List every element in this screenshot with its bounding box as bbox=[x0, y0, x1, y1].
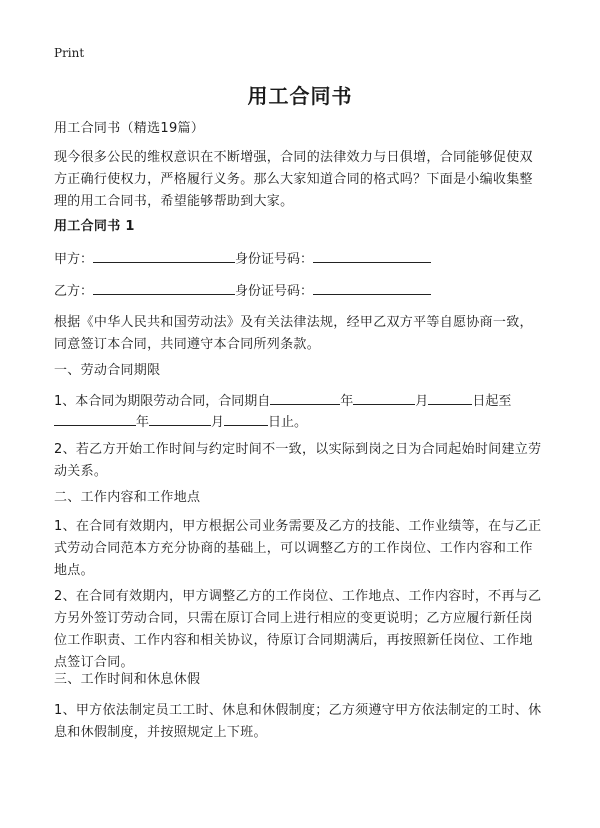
work-clause-1: 1、在合同有效期内，甲方根据公司业务需要及乙方的技能、工作业绩等，在与乙正式劳动合同范本方充分协商的基础上，可以调整乙方的工作岗位、工作内容和工作地点。 bbox=[54, 519, 542, 578]
term-line-2 bbox=[54, 411, 307, 434]
end-year-blank bbox=[54, 411, 136, 426]
end-month-blank bbox=[149, 411, 211, 426]
preamble-paragraph: 根据《中华人民共和国劳动法》及有关法律法规，经甲乙双方平等自愿协商一致，同意签订本合同，共同遵守本合同所列条款。 bbox=[54, 315, 533, 352]
month-label-2: 月 bbox=[211, 415, 225, 430]
party-a-label: 甲方： bbox=[54, 252, 94, 267]
day-from-label: 日起至 bbox=[472, 394, 512, 409]
party-a-id-blank bbox=[313, 248, 431, 263]
term-text: 1、本合同为期限劳动合同，合同期自 bbox=[54, 394, 271, 409]
document-subtitle: 用工合同书（精选19篇） bbox=[54, 121, 205, 136]
party-a-line bbox=[54, 248, 431, 271]
term-clause-2: 2、若乙方开始工作时间与约定时间不一致，以实际到岗之日为合同起始时间建立劳动关系。 bbox=[54, 442, 542, 479]
party-b-name-blank bbox=[93, 280, 235, 295]
month-label: 月 bbox=[415, 394, 429, 409]
year-label: 年 bbox=[340, 394, 354, 409]
day-end-label: 日止。 bbox=[268, 415, 308, 430]
party-b-label: 乙方： bbox=[54, 284, 94, 299]
party-b-id-label: 身份证号码： bbox=[235, 284, 314, 299]
intro-paragraph: 现今很多公民的维权意识在不断增强，合同的法律效力与日俱增，合同能够促使双方正确行使权力，严格履行义务。那么大家知道合同的格式吗？下面是小编收集整理的用工合同书，希望能够帮助到大家。 bbox=[54, 150, 533, 209]
party-b-line bbox=[54, 280, 431, 303]
term-line-1 bbox=[54, 390, 511, 413]
party-b-id-blank bbox=[313, 280, 431, 295]
start-day-blank bbox=[428, 390, 472, 405]
year-label-2: 年 bbox=[136, 415, 150, 430]
start-year-blank bbox=[270, 390, 340, 405]
party-a-name-blank bbox=[93, 248, 235, 263]
section-heading: 用工合同书 1 bbox=[54, 219, 135, 234]
clause-heading-work: 二、工作内容和工作地点 bbox=[54, 490, 201, 505]
start-month-blank bbox=[353, 390, 415, 405]
end-day-blank bbox=[224, 411, 268, 426]
clause-heading-term: 一、劳动合同期限 bbox=[54, 363, 161, 378]
work-clause-2: 2、在合同有效期内，甲方调整乙方的工作岗位、工作地点、工作内容时，不再与乙方另外签订劳动合同，只需在原订合同上进行相应的变更说明；乙方应履行新任岗位工作职责、工作内容和相关协议，待原订合同期满后，再按照新任岗位、工作地点签订合同。 bbox=[54, 589, 542, 670]
hours-clause-1: 1、甲方依法制定员工工时、休息和休假制度；乙方须遵守甲方依法制定的工时、休息和休假制度，并按照规定上下班。 bbox=[54, 703, 542, 740]
document-title: 用工合同书 bbox=[247, 84, 353, 108]
party-a-id-label: 身份证号码： bbox=[235, 252, 314, 267]
print-link[interactable]: Print bbox=[54, 46, 85, 60]
clause-heading-hours: 三、工作时间和休息休假 bbox=[54, 672, 201, 687]
